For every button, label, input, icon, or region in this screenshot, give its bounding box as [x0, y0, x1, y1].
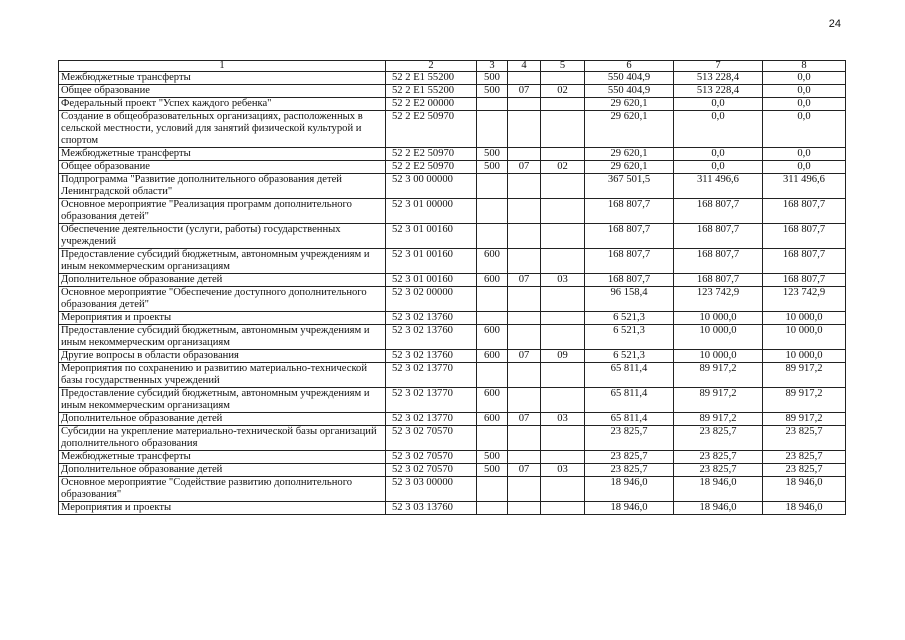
name-cell: Предоставление субсидий бюджетным, автономным учреждениям и иным некоммерческим организациям [59, 249, 386, 274]
table-row [59, 224, 846, 249]
column-number-header: 7 [674, 61, 763, 72]
table-row [59, 72, 846, 85]
year2-cell: 0,0 [674, 111, 763, 148]
year3-cell: 0,0 [763, 98, 846, 111]
rz-cell [508, 224, 541, 249]
vr-cell [477, 363, 508, 388]
pr-cell [541, 249, 585, 274]
year2-cell: 10 000,0 [674, 325, 763, 350]
year3-cell: 123 742,9 [763, 287, 846, 312]
year2-cell: 513 228,4 [674, 85, 763, 98]
year2-cell: 311 496,6 [674, 174, 763, 199]
pr-cell [541, 174, 585, 199]
year2-cell: 168 807,7 [674, 274, 763, 287]
year3-cell: 23 825,7 [763, 464, 846, 477]
year3-cell: 89 917,2 [763, 363, 846, 388]
table-row [59, 312, 846, 325]
year2-cell: 168 807,7 [674, 224, 763, 249]
year1-cell: 29 620,1 [585, 98, 674, 111]
name-cell: Общее образование [59, 85, 386, 98]
column-number-header: 1 [59, 61, 386, 72]
rz-cell [508, 388, 541, 413]
name-cell: Создание в общеобразовательных организациях, расположенных в сельской местности, условий для занятий физической культурой и спортом [59, 111, 386, 148]
code-cell: 52 3 02 00000 [386, 287, 477, 312]
year2-cell: 89 917,2 [674, 363, 763, 388]
table-row [59, 249, 846, 274]
year3-cell: 311 496,6 [763, 174, 846, 199]
year2-cell: 23 825,7 [674, 464, 763, 477]
table-row [59, 161, 846, 174]
pr-cell: 03 [541, 413, 585, 426]
rz-cell [508, 249, 541, 274]
year3-cell: 168 807,7 [763, 224, 846, 249]
budget-table [58, 60, 846, 515]
page-number: 24 [828, 18, 841, 30]
table-row [59, 388, 846, 413]
year1-cell: 65 811,4 [585, 363, 674, 388]
vr-cell: 500 [477, 85, 508, 98]
code-cell: 52 3 02 13760 [386, 350, 477, 363]
year3-cell: 0,0 [763, 72, 846, 85]
rz-cell: 07 [508, 413, 541, 426]
table-row [59, 85, 846, 98]
code-cell: 52 2 E1 55200 [386, 72, 477, 85]
code-cell: 52 3 02 13760 [386, 312, 477, 325]
table-row [59, 477, 846, 502]
vr-cell [477, 312, 508, 325]
year2-cell: 18 946,0 [674, 502, 763, 515]
name-cell: Дополнительное образование детей [59, 464, 386, 477]
pr-cell [541, 98, 585, 111]
vr-cell: 600 [477, 325, 508, 350]
name-cell: Другие вопросы в области образования [59, 350, 386, 363]
pr-cell [541, 426, 585, 451]
table-row [59, 325, 846, 350]
year1-cell: 96 158,4 [585, 287, 674, 312]
code-cell: 52 3 03 13760 [386, 502, 477, 515]
pr-cell [541, 111, 585, 148]
code-cell: 52 2 E2 50970 [386, 111, 477, 148]
rz-cell [508, 426, 541, 451]
year2-cell: 0,0 [674, 148, 763, 161]
vr-cell [477, 502, 508, 515]
table-row [59, 464, 846, 477]
vr-cell [477, 224, 508, 249]
table-row [59, 413, 846, 426]
pr-cell [541, 502, 585, 515]
year3-cell: 10 000,0 [763, 350, 846, 363]
year3-cell: 168 807,7 [763, 249, 846, 274]
rz-cell [508, 174, 541, 199]
pr-cell [541, 325, 585, 350]
year1-cell: 367 501,5 [585, 174, 674, 199]
table-row [59, 363, 846, 388]
table-row [59, 502, 846, 515]
year3-cell: 168 807,7 [763, 199, 846, 224]
year2-cell: 0,0 [674, 98, 763, 111]
year1-cell: 23 825,7 [585, 451, 674, 464]
column-number-header: 6 [585, 61, 674, 72]
year1-cell: 18 946,0 [585, 502, 674, 515]
year3-cell: 18 946,0 [763, 502, 846, 515]
year1-cell: 6 521,3 [585, 312, 674, 325]
code-cell: 52 3 00 00000 [386, 174, 477, 199]
year2-cell: 168 807,7 [674, 249, 763, 274]
rz-cell [508, 287, 541, 312]
rz-cell: 07 [508, 350, 541, 363]
code-cell: 52 2 E2 50970 [386, 148, 477, 161]
pr-cell [541, 287, 585, 312]
table-row [59, 111, 846, 148]
table-row [59, 199, 846, 224]
rz-cell [508, 477, 541, 502]
code-cell: 52 3 02 70570 [386, 451, 477, 464]
year1-cell: 23 825,7 [585, 426, 674, 451]
pr-cell [541, 477, 585, 502]
rz-cell [508, 451, 541, 464]
year2-cell: 513 228,4 [674, 72, 763, 85]
year1-cell: 550 404,9 [585, 72, 674, 85]
pr-cell: 03 [541, 274, 585, 287]
column-number-header: 5 [541, 61, 585, 72]
year1-cell: 168 807,7 [585, 224, 674, 249]
name-cell: Мероприятия и проекты [59, 502, 386, 515]
code-cell: 52 3 01 00160 [386, 224, 477, 249]
code-cell: 52 3 02 13770 [386, 413, 477, 426]
year3-cell: 89 917,2 [763, 388, 846, 413]
name-cell: Мероприятия и проекты [59, 312, 386, 325]
code-cell: 52 2 E2 00000 [386, 98, 477, 111]
year1-cell: 29 620,1 [585, 161, 674, 174]
year1-cell: 29 620,1 [585, 111, 674, 148]
rz-cell [508, 502, 541, 515]
name-cell: Подпрограмма "Развитие дополнительного образования детей Ленинградской области" [59, 174, 386, 199]
pr-cell [541, 199, 585, 224]
rz-cell [508, 148, 541, 161]
year3-cell: 0,0 [763, 148, 846, 161]
year1-cell: 29 620,1 [585, 148, 674, 161]
year3-cell: 0,0 [763, 85, 846, 98]
year3-cell: 168 807,7 [763, 274, 846, 287]
pr-cell [541, 312, 585, 325]
pr-cell [541, 388, 585, 413]
year3-cell: 10 000,0 [763, 312, 846, 325]
vr-cell [477, 477, 508, 502]
pr-cell: 03 [541, 464, 585, 477]
pr-cell: 02 [541, 85, 585, 98]
vr-cell: 600 [477, 413, 508, 426]
name-cell: Обеспечение деятельности (услуги, работы) государственных учреждений [59, 224, 386, 249]
rz-cell: 07 [508, 85, 541, 98]
year3-cell: 23 825,7 [763, 426, 846, 451]
year2-cell: 89 917,2 [674, 388, 763, 413]
year2-cell: 168 807,7 [674, 199, 763, 224]
name-cell: Межбюджетные трансферты [59, 451, 386, 464]
rz-cell: 07 [508, 464, 541, 477]
code-cell: 52 3 02 13770 [386, 363, 477, 388]
year2-cell: 23 825,7 [674, 451, 763, 464]
name-cell: Межбюджетные трансферты [59, 72, 386, 85]
rz-cell [508, 72, 541, 85]
table-row [59, 350, 846, 363]
year3-cell: 18 946,0 [763, 477, 846, 502]
code-cell: 52 3 01 00000 [386, 199, 477, 224]
vr-cell: 500 [477, 464, 508, 477]
year3-cell: 0,0 [763, 161, 846, 174]
year1-cell: 550 404,9 [585, 85, 674, 98]
pr-cell [541, 451, 585, 464]
table-row [59, 274, 846, 287]
year2-cell: 123 742,9 [674, 287, 763, 312]
code-cell: 52 3 01 00160 [386, 249, 477, 274]
vr-cell: 500 [477, 72, 508, 85]
vr-cell: 500 [477, 451, 508, 464]
name-cell: Предоставление субсидий бюджетным, автономным учреждениям и иным некоммерческим организациям [59, 325, 386, 350]
name-cell: Основное мероприятие "Содействие развитию дополнительного образования" [59, 477, 386, 502]
table-row [59, 98, 846, 111]
pr-cell: 02 [541, 161, 585, 174]
column-number-header: 2 [386, 61, 477, 72]
year1-cell: 168 807,7 [585, 199, 674, 224]
header-row [59, 61, 846, 72]
code-cell: 52 3 02 70570 [386, 464, 477, 477]
table-row [59, 148, 846, 161]
vr-cell [477, 111, 508, 148]
year2-cell: 89 917,2 [674, 413, 763, 426]
year3-cell: 23 825,7 [763, 451, 846, 464]
pr-cell [541, 72, 585, 85]
rz-cell: 07 [508, 274, 541, 287]
year3-cell: 0,0 [763, 111, 846, 148]
vr-cell [477, 426, 508, 451]
column-number-header: 3 [477, 61, 508, 72]
year1-cell: 23 825,7 [585, 464, 674, 477]
vr-cell [477, 174, 508, 199]
table-row [59, 174, 846, 199]
name-cell: Межбюджетные трансферты [59, 148, 386, 161]
year2-cell: 10 000,0 [674, 312, 763, 325]
rz-cell: 07 [508, 161, 541, 174]
pr-cell [541, 224, 585, 249]
vr-cell [477, 199, 508, 224]
name-cell: Основное мероприятие "Реализация программ дополнительного образования детей" [59, 199, 386, 224]
name-cell: Федеральный проект "Успех каждого ребенка" [59, 98, 386, 111]
name-cell: Общее образование [59, 161, 386, 174]
rz-cell [508, 199, 541, 224]
vr-cell [477, 98, 508, 111]
rz-cell [508, 325, 541, 350]
year1-cell: 6 521,3 [585, 325, 674, 350]
year2-cell: 18 946,0 [674, 477, 763, 502]
year2-cell: 10 000,0 [674, 350, 763, 363]
code-cell: 52 3 02 70570 [386, 426, 477, 451]
rz-cell [508, 111, 541, 148]
year2-cell: 23 825,7 [674, 426, 763, 451]
name-cell: Дополнительное образование детей [59, 274, 386, 287]
column-number-header: 4 [508, 61, 541, 72]
vr-cell: 600 [477, 350, 508, 363]
year2-cell: 0,0 [674, 161, 763, 174]
column-number-header: 8 [763, 61, 846, 72]
vr-cell: 500 [477, 148, 508, 161]
code-cell: 52 2 E2 50970 [386, 161, 477, 174]
year3-cell: 10 000,0 [763, 325, 846, 350]
name-cell: Дополнительное образование детей [59, 413, 386, 426]
vr-cell: 600 [477, 274, 508, 287]
table-row [59, 287, 846, 312]
year1-cell: 65 811,4 [585, 388, 674, 413]
code-cell: 52 3 02 13760 [386, 325, 477, 350]
vr-cell: 500 [477, 161, 508, 174]
vr-cell: 600 [477, 388, 508, 413]
pr-cell: 09 [541, 350, 585, 363]
name-cell: Субсидии на укрепление материально-технической базы организаций дополнительного образования [59, 426, 386, 451]
name-cell: Мероприятия по сохранению и развитию материально-технической базы государственных учреждений [59, 363, 386, 388]
name-cell: Основное мероприятие "Обеспечение доступного дополнительного образования детей" [59, 287, 386, 312]
year3-cell: 89 917,2 [763, 413, 846, 426]
rz-cell [508, 312, 541, 325]
code-cell: 52 3 01 00160 [386, 274, 477, 287]
code-cell: 52 3 02 13770 [386, 388, 477, 413]
rz-cell [508, 98, 541, 111]
table-row [59, 426, 846, 451]
pr-cell [541, 148, 585, 161]
name-cell: Предоставление субсидий бюджетным, автономным учреждениям и иным некоммерческим организациям [59, 388, 386, 413]
year1-cell: 65 811,4 [585, 413, 674, 426]
year1-cell: 6 521,3 [585, 350, 674, 363]
pr-cell [541, 363, 585, 388]
rz-cell [508, 363, 541, 388]
vr-cell [477, 287, 508, 312]
year1-cell: 18 946,0 [585, 477, 674, 502]
code-cell: 52 3 03 00000 [386, 477, 477, 502]
table-row [59, 451, 846, 464]
year1-cell: 168 807,7 [585, 274, 674, 287]
year1-cell: 168 807,7 [585, 249, 674, 274]
code-cell: 52 2 E1 55200 [386, 85, 477, 98]
vr-cell: 600 [477, 249, 508, 274]
